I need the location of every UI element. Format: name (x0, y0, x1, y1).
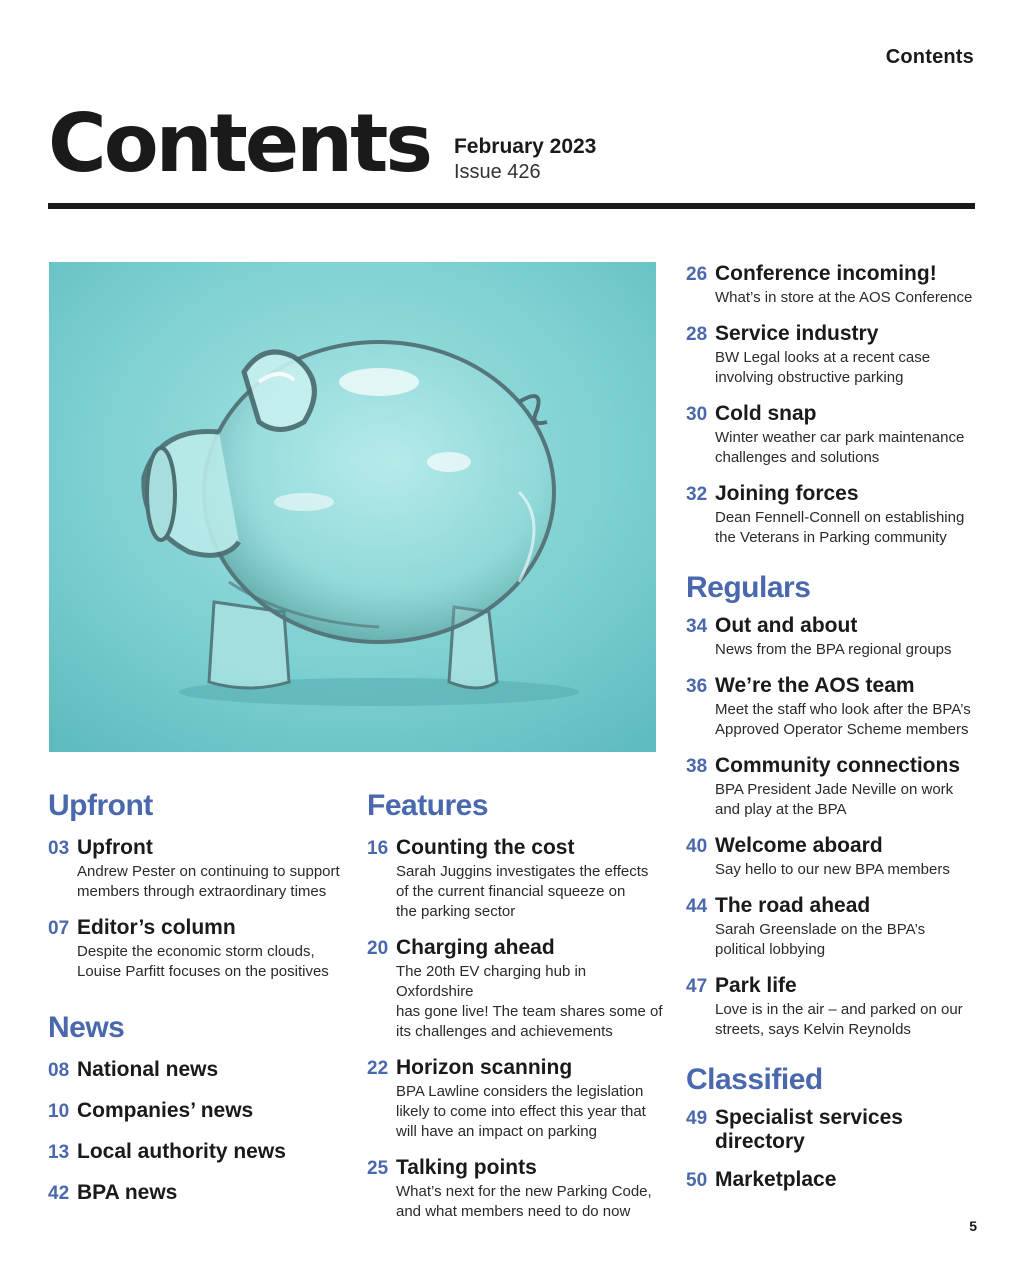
entry-title: Charging ahead (396, 936, 555, 959)
entry-description: Despite the economic storm clouds, Louise Parfitt focuses on the positives (77, 943, 329, 980)
page-ref: 10 (48, 1101, 70, 1122)
page-ref: 44 (686, 896, 708, 917)
entry-description: The 20th EV charging hub in Oxfordshire has gone live! The team shares some of its challenges and achievements (396, 963, 663, 1040)
contents-entry[interactable] (367, 1156, 667, 1222)
contents-entry[interactable] (686, 614, 986, 660)
contents-entry[interactable] (48, 1181, 348, 1206)
contents-entry[interactable] (48, 1099, 348, 1124)
page-ref: 34 (686, 616, 708, 637)
entry-description: Love is in the air – and parked on our streets, says Kelvin Reynolds (715, 1001, 963, 1038)
issue-number: Issue 426 (453, 161, 541, 183)
entry-title: Conference incoming! (715, 262, 937, 285)
page-ref: 49 (686, 1108, 708, 1129)
contents-entry[interactable] (686, 674, 986, 740)
running-head: Contents (885, 46, 974, 68)
contents-entry[interactable] (686, 834, 986, 880)
page-ref: 25 (367, 1158, 389, 1179)
entry-title: Out and about (715, 614, 858, 637)
left-column (48, 786, 348, 1222)
contents-entry[interactable] (686, 482, 986, 548)
page-ref: 40 (686, 836, 708, 857)
page-ref: 32 (686, 484, 708, 505)
entry-description: Dean Fennell-Connell on establishing the Veterans in Parking community (715, 509, 965, 546)
page-number: 5 (969, 1218, 977, 1234)
page-ref: 20 (367, 938, 389, 959)
entry-description: BPA Lawline considers the legislation likely to come into effect this year that will have an impact on parking (396, 1083, 646, 1140)
contents-entry[interactable] (686, 1168, 986, 1193)
contents-entry[interactable] (686, 262, 986, 308)
entry-description: Meet the staff who look after the BPA’s Approved Operator Scheme members (715, 701, 971, 738)
entry-title: Horizon scanning (396, 1056, 573, 1079)
section-heading-features: Features (367, 789, 489, 822)
entry-description: Sarah Juggins investigates the effects of the current financial squeeze on the parking sector (396, 863, 649, 920)
entry-description: What’s in store at the AOS Conference (715, 289, 973, 306)
entry-title: BPA news (77, 1181, 178, 1204)
page-ref: 03 (48, 838, 70, 859)
entry-title: Specialist services directory (715, 1106, 903, 1153)
contents-entry[interactable] (367, 836, 667, 922)
entry-title: National news (77, 1058, 219, 1081)
entry-title: Local authority news (77, 1140, 286, 1163)
entry-description: Say hello to our new BPA members (715, 861, 950, 878)
page-ref: 22 (367, 1058, 389, 1079)
entry-description: BW Legal looks at a recent case involving obstructive parking (715, 349, 931, 386)
page-ref: 47 (686, 976, 708, 997)
entry-description: Andrew Pester on continuing to support members through extraordinary times (77, 863, 340, 900)
page-ref: 13 (48, 1142, 70, 1163)
page-ref: 38 (686, 756, 708, 777)
entry-title: Upfront (77, 836, 153, 859)
section-heading-news: News (48, 1011, 125, 1044)
entry-description: News from the BPA regional groups (715, 641, 952, 658)
page-ref: 07 (48, 918, 70, 939)
section-heading-classified: Classified (686, 1063, 823, 1096)
entry-title: Talking points (396, 1156, 537, 1179)
contents-entry[interactable] (686, 974, 986, 1040)
section-heading-regulars: Regulars (686, 571, 811, 604)
contents-entry[interactable] (686, 402, 986, 468)
page-ref: 42 (48, 1183, 70, 1204)
contents-entry[interactable] (48, 1058, 348, 1083)
contents-entry[interactable] (686, 322, 986, 388)
page-ref: 50 (686, 1170, 708, 1191)
page-ref: 16 (367, 838, 389, 859)
contents-entry[interactable] (686, 1106, 986, 1154)
page-ref: 08 (48, 1060, 70, 1081)
section-heading-upfront: Upfront (48, 789, 153, 822)
page-ref: 30 (686, 404, 708, 425)
entry-description: What’s next for the new Parking Code, and what members need to do now (396, 1183, 652, 1220)
contents-entry[interactable] (686, 894, 986, 960)
entry-title: The road ahead (715, 894, 871, 917)
middle-column (367, 786, 667, 1236)
hero-image-piggy-bank (49, 262, 656, 752)
entry-title: Park life (715, 974, 797, 997)
right-column (686, 262, 986, 1207)
contents-entry[interactable] (48, 916, 348, 982)
contents-entry[interactable] (48, 836, 348, 902)
entry-title: Community connections (715, 754, 961, 777)
entry-title: We’re the AOS team (715, 674, 915, 697)
masthead (48, 97, 597, 190)
entry-title: Cold snap (715, 402, 817, 425)
title-rule (48, 203, 975, 209)
entry-title: Editor’s column (77, 916, 236, 939)
contents-entry[interactable] (367, 1056, 667, 1142)
entry-title: Counting the cost (396, 836, 575, 859)
entry-description: BPA President Jade Neville on work and play at the BPA (715, 781, 954, 818)
contents-entry[interactable] (686, 754, 986, 820)
page-ref: 36 (686, 676, 708, 697)
entry-title: Joining forces (715, 482, 859, 505)
entry-title: Service industry (715, 322, 879, 345)
entry-description: Winter weather car park maintenance challenges and solutions (715, 429, 965, 466)
page-ref: 26 (686, 264, 708, 285)
entry-description: Sarah Greenslade on the BPA’s political lobbying (715, 921, 926, 958)
contents-entry[interactable] (48, 1140, 348, 1165)
issue-date: February 2023 (453, 135, 597, 158)
issue-info (454, 134, 596, 184)
entry-title: Marketplace (715, 1168, 837, 1191)
page-ref: 28 (686, 324, 708, 345)
page-title: Contents (48, 97, 430, 190)
entry-title: Welcome aboard (715, 834, 883, 857)
entry-title: Companies’ news (77, 1099, 254, 1122)
contents-entry[interactable] (367, 936, 667, 1042)
